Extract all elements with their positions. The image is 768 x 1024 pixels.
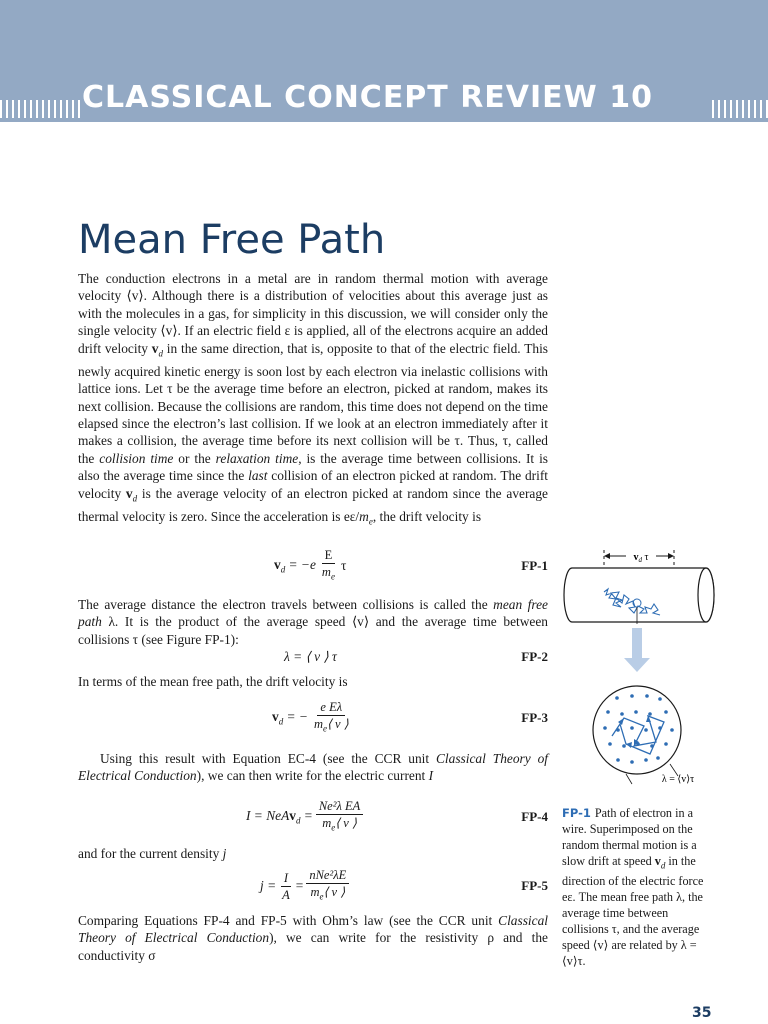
paragraph-intro: The conduction electrons in a metal are in random thermal motion with average velocity ⟨v⟩. Although there is a distribution of velocities about this average just as with the molecules in a gas, for simplicity in this discussion, we will consider only the single velocity ⟨v⟩. If an electric field ε is applied, all of the electrons acquire an added drift velocity $v_d$ in the same direction, that is, opposite to that of the electric field. This newly acquired kinetic energy is soon lost by each electron via inelastic collisions with lattice ions. Let τ be the average time before an electron, picked at random, makes its next collision. Because the collisions are random, this time does not depend on the time elapsed since the electron’s last collision. If we look at an electron immediately after it makes a collision, the average time before its next collision will be τ. Thus, τ, called the collision time or the relaxation time, is the average time between collisions. It is also the average time since the last collision of an electron picked at random. The drift velocity $v_d$ is the average velocity of an electron picked at random since the average thermal velocity is zero. Since the acceleration is $e\varepsilon/m_e$, the drift velocity is: [78, 271, 549, 527]
equation-fp-5-numerator-2: nNe²λE: [306, 868, 349, 884]
equation-fp-5-numerator-1: I: [281, 871, 291, 887]
equation-fp-3-expression: [272, 698, 355, 738]
equation-fp-4-denominator: $m_e⟨$ v ⟩: [322, 816, 357, 833]
paragraph-current-density: and for the current density j: [78, 846, 227, 861]
equation-fp-2-expression: λ = ⟨ v ⟩ τ: [284, 649, 337, 664]
equation-fp-5-fraction-2: [306, 868, 349, 904]
equation-fp-5-lhs: j =: [260, 878, 277, 893]
equation-fp-1-tail: τ: [340, 558, 347, 573]
equation-fp-3-numerator: e Eλ: [317, 700, 345, 716]
equation-fp-5-fraction-1: [279, 871, 293, 902]
equation-fp-1-label: FP-1: [521, 558, 548, 573]
paragraph-ohms-law: Comparing Equations FP-4 and FP-5 with Ohm’s law (see the CCR unit Classical Theory of Electrical Conduction), we can write for the resistivity ρ and the conductivity σ: [78, 913, 548, 963]
banner-tick-decoration-left: [0, 100, 80, 118]
magnify-arrow: [624, 628, 650, 672]
figure-caption: [562, 805, 710, 969]
equation-fp-4-fraction: [316, 799, 363, 835]
equation-fp-3: [78, 698, 548, 738]
page-number: 35: [692, 1005, 712, 1021]
equation-fp-5-expression: [260, 866, 352, 906]
banner-title: CLASSICAL CONCEPT REVIEW 10: [82, 80, 653, 115]
equation-fp-1-lhs: $v_d = -e$: [274, 557, 316, 575]
figure-caption-text: Path of electron in a wire. Superimposed on the random thermal motion is a slow drift at speed $v_d$ in the direction of the electric force eε. The mean free path λ, the average time between collisions τ, and the average speed ⟨v⟩ are related by λ = ⟨v⟩τ.: [562, 806, 704, 969]
equation-fp-3-label: FP-3: [521, 710, 548, 725]
figure-fp-1-diagram: [560, 546, 720, 786]
equation-fp-1-expression: [274, 546, 346, 586]
equation-fp-4-expression: [246, 797, 366, 837]
magnified-view: [593, 686, 681, 774]
equation-fp-1-fraction: [319, 548, 338, 584]
banner-tick-decoration-right: [712, 100, 768, 118]
equation-fp-5: [78, 866, 548, 906]
equation-fp-3-lhs: $v_d$ = −: [272, 709, 308, 727]
equation-fp-1-denominator: $m_e$: [321, 565, 335, 582]
equation-fp-4: [78, 797, 548, 837]
mean-free-path-label: λ = ⟨v⟩τ: [661, 774, 695, 785]
wire: [564, 568, 714, 622]
page-title: Mean Free Path: [78, 216, 386, 263]
equation-fp-1: [78, 546, 548, 586]
equation-fp-4-label: FP-4: [521, 809, 548, 824]
equation-fp-4-lhs: I = NeAv$_d$ =: [246, 808, 313, 826]
equation-fp-5-equals: =: [295, 878, 304, 893]
equation-fp-5-label: FP-5: [521, 878, 548, 893]
equation-fp-5-denominator-1: A: [282, 887, 290, 902]
paragraph-current: Using this result with Equation EC-4 (see the CCR unit Classical Theory of Electrical Conduction), we can then write for the electric current I: [78, 751, 548, 784]
equation-fp-2-label: FP-2: [521, 649, 548, 664]
equation-fp-2: [78, 646, 548, 668]
figure-caption-label: FP-1: [562, 806, 591, 820]
equation-fp-1-numerator: E: [322, 548, 336, 564]
equation-fp-4-numerator: Ne²λ EA: [316, 799, 363, 815]
equation-fp-5-denominator-2: $m_e⟨$ v ⟩: [310, 885, 346, 902]
drift-label: $v_d$ τ: [633, 552, 649, 564]
paragraph-drift-velocity: In terms of the mean free path, the drift velocity is: [78, 674, 348, 689]
equation-fp-3-fraction: [311, 700, 352, 736]
equation-fp-3-denominator: $m_e⟨$ v ⟩: [313, 717, 349, 734]
paragraph-mean-free-path: The average distance the electron travels between collisions is called the mean free path λ. It is the product of the average speed ⟨v⟩ and the average time between collisions τ (see Figure FP-1):: [78, 597, 548, 647]
header-banner: [0, 0, 768, 122]
